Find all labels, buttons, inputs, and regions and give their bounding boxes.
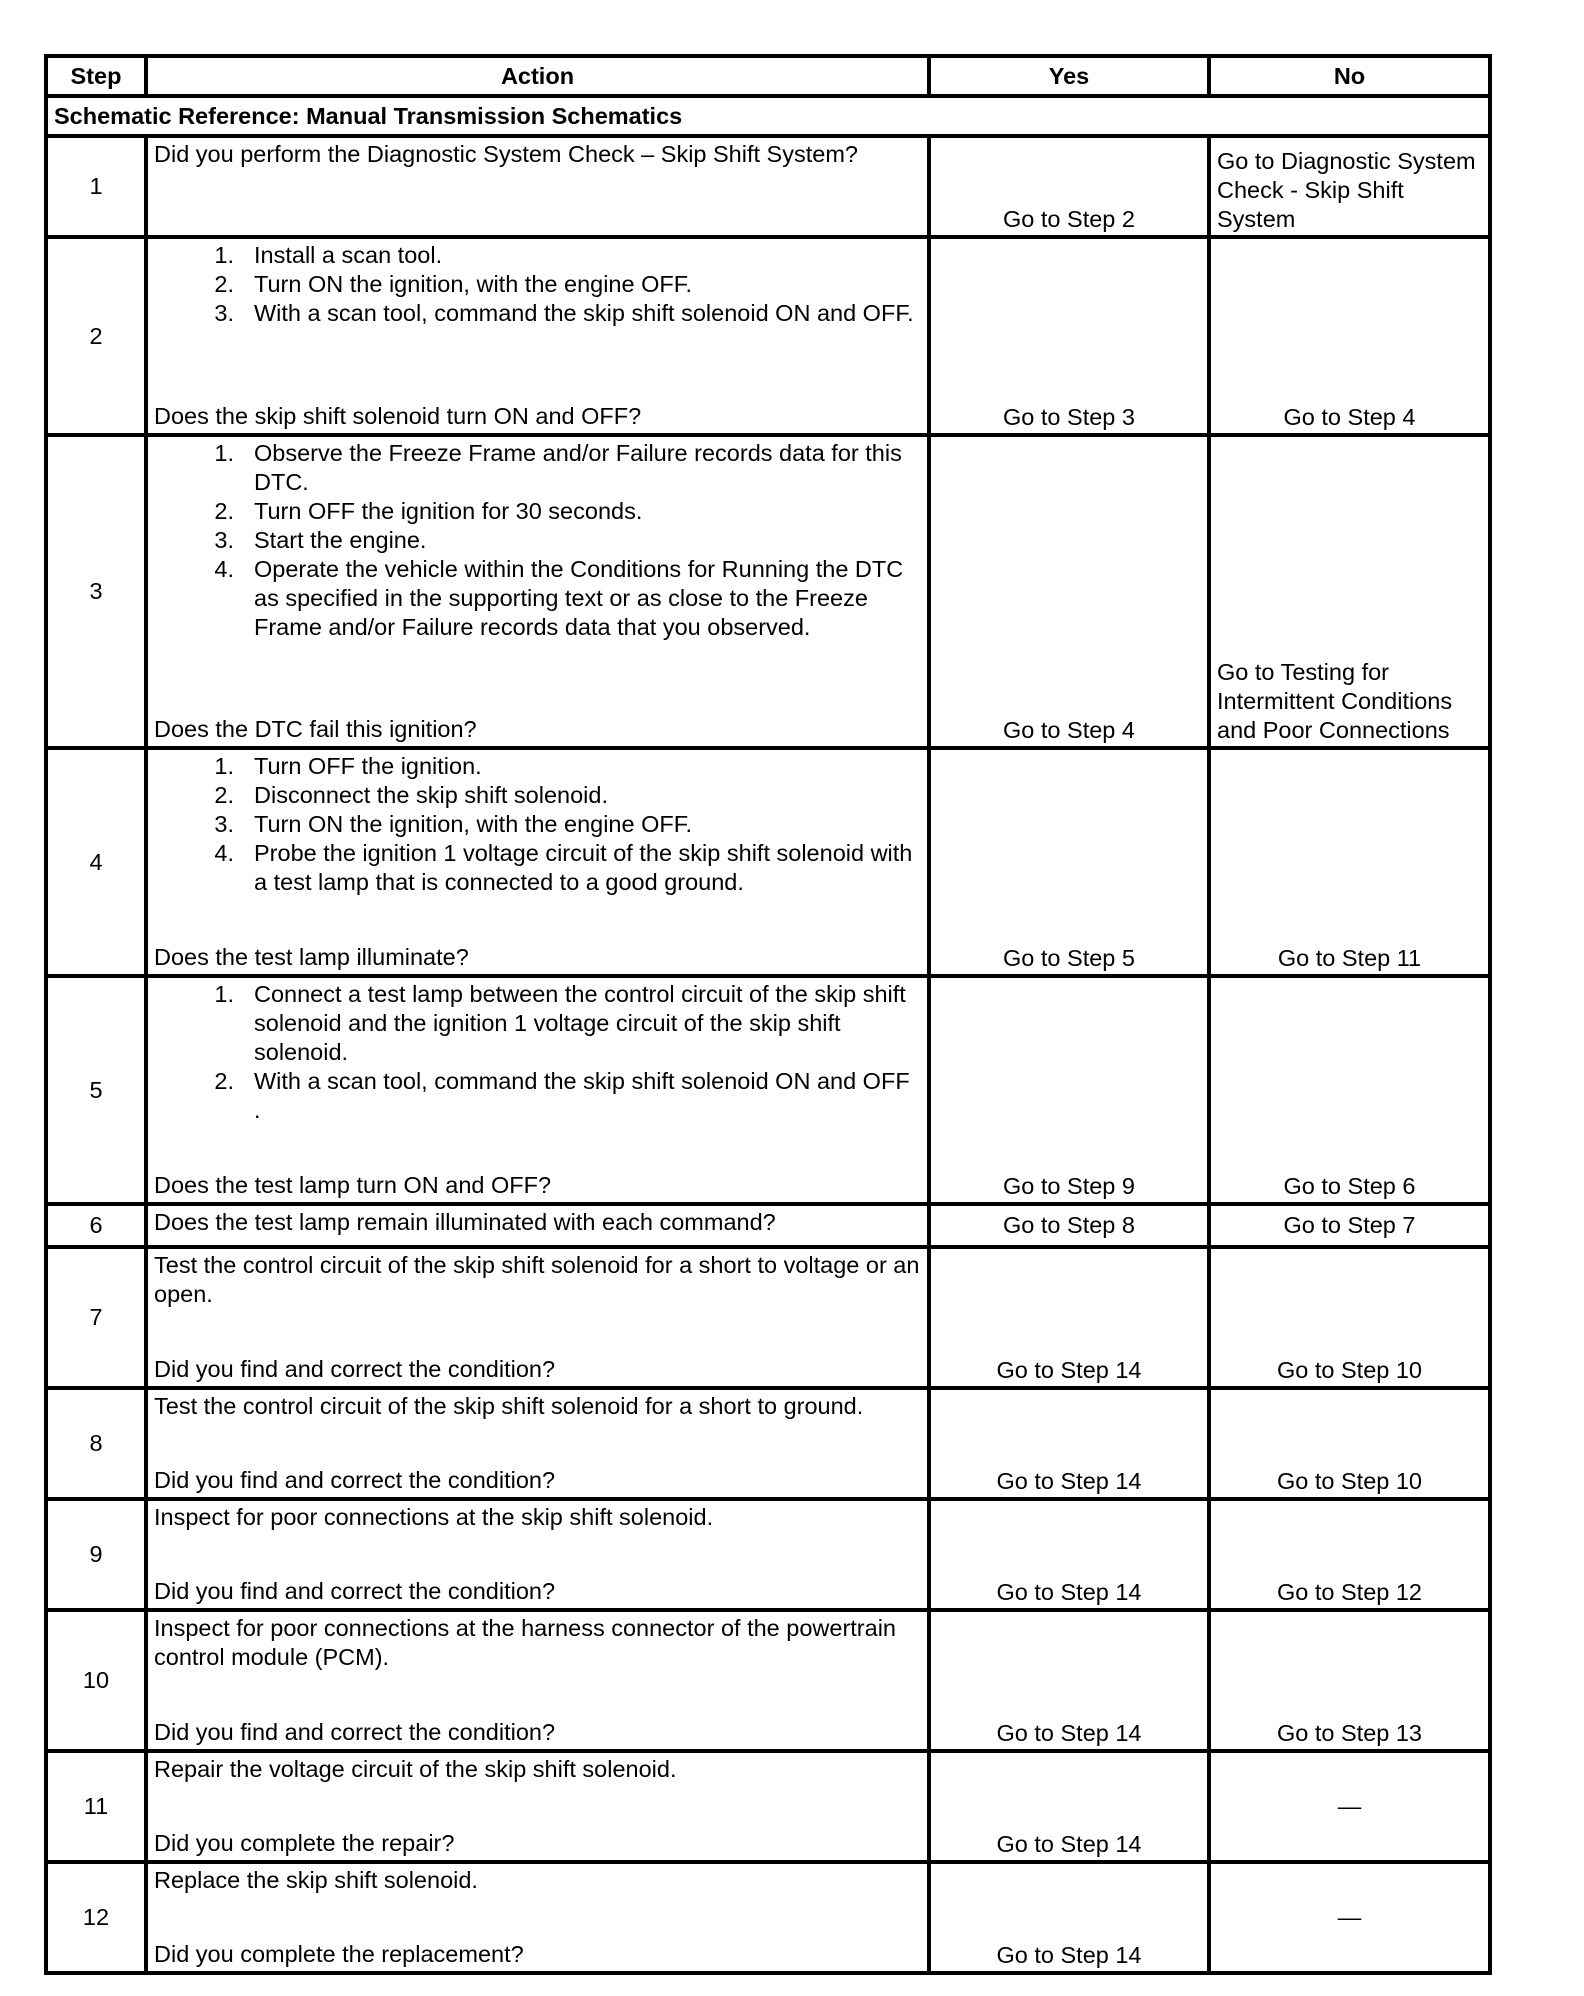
action-step-item [154, 1067, 921, 1125]
table-row [46, 1388, 1490, 1499]
action-steps-list [154, 439, 921, 642]
yes-result: Go to Step 14 [929, 1751, 1209, 1862]
action-question: Did you find and correct the condition? [154, 1467, 556, 1493]
action-step-item [154, 980, 921, 1067]
table-row [46, 1610, 1490, 1751]
step-item-text: Operate the vehicle within the Conditions for Running the DTC as specified in the supporting text or as close to the Freeze Frame and/or Failure records data that you observed. [254, 556, 904, 640]
action-instruction: Inspect for poor connections at the skip shift solenoid. [154, 1504, 714, 1530]
step-item-number: 2. [214, 498, 234, 524]
step-item-number: 3. [214, 811, 234, 837]
action-step-item [154, 497, 921, 526]
action-steps-list [154, 980, 921, 1125]
yes-result: Go to Step 14 [929, 1610, 1209, 1751]
action-step-item [154, 439, 921, 497]
action-instruction: Inspect for poor connections at the harness connector of the powertrain control module (PCM). [154, 1615, 896, 1670]
yes-result: Go to Step 14 [929, 1499, 1209, 1610]
step-item-number: 4. [214, 840, 234, 866]
header-row [46, 56, 1490, 96]
action-cell [146, 1862, 929, 1973]
action-cell [146, 237, 929, 435]
step-number: 12 [46, 1862, 146, 1973]
yes-header: Yes [929, 56, 1209, 96]
action-steps-list [154, 752, 921, 897]
yes-result: Go to Step 14 [929, 1862, 1209, 1973]
yes-result: Go to Step 3 [929, 237, 1209, 435]
action-cell [146, 435, 929, 748]
action-steps-list [154, 241, 921, 328]
table-row [46, 136, 1490, 237]
no-result: Go to Step 10 [1209, 1247, 1490, 1388]
no-result: Go to Step 6 [1209, 976, 1490, 1204]
action-instruction: Test the control circuit of the skip shift solenoid for a short to ground. [154, 1393, 864, 1419]
no-result: Go to Step 4 [1209, 237, 1490, 435]
step-item-number: 3. [214, 300, 234, 326]
step-number: 6 [46, 1204, 146, 1247]
step-item-number: 4. [214, 556, 234, 582]
step-item-text: Turn ON the ignition, with the engine OFF. [254, 811, 693, 837]
no-result: Go to Step 12 [1209, 1499, 1490, 1610]
step-item-number: 2. [214, 782, 234, 808]
table-row [46, 237, 1490, 435]
action-question: Did you complete the repair? [154, 1830, 455, 1856]
action-cell [146, 748, 929, 976]
action-step-item [154, 839, 921, 897]
action-instruction: Repair the voltage circuit of the skip shift solenoid. [154, 1756, 677, 1782]
table-row [46, 435, 1490, 748]
action-step-item [154, 526, 921, 555]
yes-result: Go to Step 9 [929, 976, 1209, 1204]
step-number: 9 [46, 1499, 146, 1610]
no-result: Go to Step 7 [1209, 1204, 1490, 1247]
table-row [46, 1204, 1490, 1247]
action-step-item [154, 241, 921, 270]
action-instruction: Replace the skip shift solenoid. [154, 1867, 478, 1893]
table-row [46, 1499, 1490, 1610]
table-row [46, 748, 1490, 976]
step-number: 7 [46, 1247, 146, 1388]
action-header: Action [146, 56, 929, 96]
yes-result: Go to Step 14 [929, 1247, 1209, 1388]
step-item-text: Install a scan tool. [254, 242, 443, 268]
action-cell [146, 1751, 929, 1862]
yes-result: Go to Step 4 [929, 435, 1209, 748]
step-number: 4 [46, 748, 146, 976]
action-step-item [154, 299, 921, 328]
step-item-number: 3. [214, 527, 234, 553]
action-cell [146, 976, 929, 1204]
action-question: Did you find and correct the condition? [154, 1719, 556, 1745]
step-item-text: Disconnect the skip shift solenoid. [254, 782, 608, 808]
step-number: 1 [46, 136, 146, 237]
no-result: — [1209, 1751, 1490, 1862]
step-number: 8 [46, 1388, 146, 1499]
yes-result: Go to Step 5 [929, 748, 1209, 976]
action-instruction: Did you perform the Diagnostic System Check – Skip Shift System? [154, 141, 858, 167]
step-header: Step [46, 56, 146, 96]
action-question: Did you find and correct the condition? [154, 1578, 556, 1604]
table-row [46, 1751, 1490, 1862]
action-instruction: Does the test lamp remain illuminated with each command? [154, 1209, 776, 1235]
action-question: Does the DTC fail this ignition? [154, 716, 477, 742]
action-question: Did you find and correct the condition? [154, 1356, 556, 1382]
action-step-item [154, 270, 921, 299]
schematic-reference: Schematic Reference: Manual Transmission Schematics [46, 96, 1490, 136]
action-cell [146, 1499, 929, 1610]
step-item-text: Turn OFF the ignition. [254, 753, 482, 779]
yes-result: Go to Step 2 [929, 136, 1209, 237]
step-item-number: 2. [214, 271, 234, 297]
step-item-text: Observe the Freeze Frame and/or Failure records data for this DTC. [254, 440, 902, 495]
no-result: Go to Step 11 [1209, 748, 1490, 976]
step-item-text: Turn ON the ignition, with the engine OFF. [254, 271, 693, 297]
action-instruction: Test the control circuit of the skip shift solenoid for a short to voltage or an open. [154, 1252, 920, 1307]
step-item-text: Start the engine. [254, 527, 427, 553]
step-item-text: Connect a test lamp between the control circuit of the skip shift solenoid and the ignition 1 voltage circuit of the skip shift solenoid. [254, 981, 906, 1065]
no-result: Go to Diagnostic System Check - Skip Shift System [1209, 136, 1490, 237]
diagnostic-table [44, 54, 1492, 1975]
action-question: Did you complete the replacement? [154, 1941, 524, 1967]
action-step-item [154, 781, 921, 810]
no-header: No [1209, 56, 1490, 96]
table-row [46, 976, 1490, 1204]
step-number: 5 [46, 976, 146, 1204]
action-cell [146, 1204, 929, 1247]
schematic-reference-row [46, 96, 1490, 136]
table-row [46, 1862, 1490, 1973]
table-row [46, 1247, 1490, 1388]
step-item-number: 1. [214, 242, 234, 268]
step-item-number: 1. [214, 981, 234, 1007]
yes-result: Go to Step 14 [929, 1388, 1209, 1499]
step-item-number: 1. [214, 440, 234, 466]
action-cell [146, 1610, 929, 1751]
no-result: Go to Step 13 [1209, 1610, 1490, 1751]
step-item-text: With a scan tool, command the skip shift solenoid ON and OFF . [254, 1068, 910, 1123]
step-number: 2 [46, 237, 146, 435]
action-step-item [154, 810, 921, 839]
no-result: Go to Testing for Intermittent Conditions and Poor Connections [1209, 435, 1490, 748]
step-item-text: With a scan tool, command the skip shift solenoid ON and OFF. [254, 300, 914, 326]
action-cell [146, 1247, 929, 1388]
no-result: — [1209, 1862, 1490, 1973]
step-number: 3 [46, 435, 146, 748]
action-step-item [154, 752, 921, 781]
action-cell [146, 136, 929, 237]
step-item-text: Probe the ignition 1 voltage circuit of the skip shift solenoid with a test lamp that is connected to a good ground. [254, 840, 913, 895]
step-number: 10 [46, 1610, 146, 1751]
no-result: Go to Step 10 [1209, 1388, 1490, 1499]
action-question: Does the skip shift solenoid turn ON and OFF? [154, 403, 642, 429]
step-item-text: Turn OFF the ignition for 30 seconds. [254, 498, 643, 524]
action-cell [146, 1388, 929, 1499]
action-step-item [154, 555, 921, 642]
action-question: Does the test lamp turn ON and OFF? [154, 1172, 552, 1198]
step-number: 11 [46, 1751, 146, 1862]
yes-result: Go to Step 8 [929, 1204, 1209, 1247]
step-item-number: 2. [214, 1068, 234, 1094]
action-question: Does the test lamp illuminate? [154, 944, 469, 970]
step-item-number: 1. [214, 753, 234, 779]
